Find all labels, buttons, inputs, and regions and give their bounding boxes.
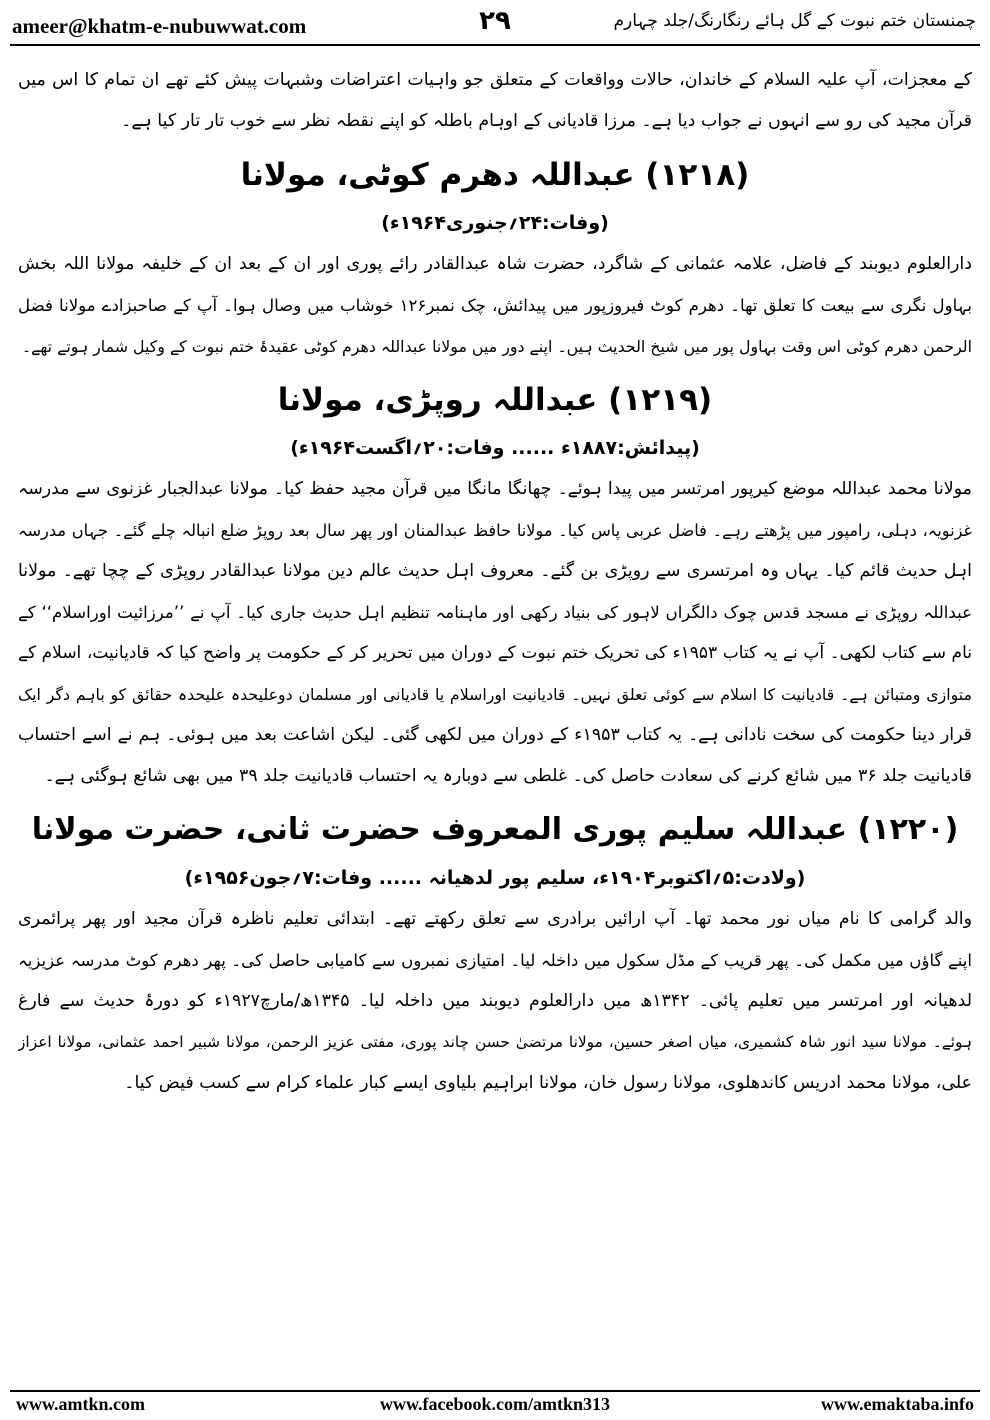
text-line: ہوئے۔ مولانا سید انور شاہ کشمیری، میاں اصغر حسین، مولانا مرتضیٰ حسن چاند پوری، مفتی عزیز الرحمن، مولانا شبیر احمد عثمانی، مولانا اعزاز <box>18 1033 972 1051</box>
section-dates: (پیدائش:۱۸۸۷ء ...... وفات:۲۰؍اگست۱۹۶۴ء) <box>290 437 700 459</box>
text-line: کے معجزات، آپ علیہ السلام کے خاندان، حالات وواقعات کے متعلق جو واہیات اعتراضات وشبہات پیش کئے تھے ان تمام کا اس میں <box>18 70 972 90</box>
intro-paragraph <box>18 60 972 142</box>
text-line: نام سے کتاب لکھی۔ آپ نے یہ کتاب ۱۹۵۳ء کی تحریک ختم نبوت کے دوران میں تحریر کر کے حکومت پر واضح کیا کہ قادیانیت، اسلام کے <box>18 643 972 663</box>
footer-link-facebook[interactable]: www.facebook.com/amtkn313 <box>380 1394 610 1414</box>
section-1220 <box>18 801 972 1104</box>
page-header <box>0 0 990 50</box>
section-dates: (وفات:۲۴؍جنوری۱۹۶۴ء) <box>381 212 609 234</box>
page-number: ۲۹ <box>479 6 511 36</box>
section-paragraph <box>18 244 972 367</box>
text-line: مولانا محمد عبداللہ موضع کیرپور امرتسر میں پیدا ہوئے۔ چھانگا مانگا میں قرآن مجید حفظ کیا۔ مولانا عبدالجبار غزنوی سے مدرسہ <box>18 479 972 499</box>
text-line: قادیانیت جلد ۳۶ میں شائع کرنے کی سعادت حاصل کی۔ غلطی سے دوبارہ یہ احتساب قادیانیت جلد ۳۹ میں بھی شائع ہوگئی ہے۔ <box>44 766 972 786</box>
text-line: دارالعلوم دیوبند کے فاضل، علامہ عثمانی کے شاگرد، حضرت شاہ عبدالقادر رائے پوری اور ان کے بعد ان کے خلیفہ مولانا اللہ بخش <box>18 254 972 274</box>
text-line: بہاول نگری سے بیعت کا تعلق تھا۔ دھرم کوٹ فیروزپور میں پیدائش، چک نمبر۱۲۶ خوشاب میں وصال ہوا۔ آپ کے صاحبزادے مولانا فضل <box>18 296 972 315</box>
section-1219 <box>18 371 972 797</box>
text-line: قرآن مجید کی رو سے انہوں نے جواب دیا ہے۔ مرزا قادیانی کے اوہام باطلہ کو اپنے نقطہ نظر سے خوب تار تار کیا ہے۔ <box>121 111 972 131</box>
section-paragraph <box>18 469 972 797</box>
text-line: لدھیانہ اور امرتسر میں تعلیم پائی۔ ۱۳۴۲ھ میں دارالعلوم دیوبند میں داخلہ لیا۔ ۱۳۴۵ھ/مارچ۱۹۲۷ء کو دورۂ حدیث سے فارغ <box>18 991 972 1011</box>
text-line: الرحمن دھرم کوٹی اس وقت بہاول پور میں شیخ الحدیث ہیں۔ اپنے دور میں مولانا عبداللہ دھرم کوٹی عقیدۂ ختم نبوت کے وکیل شمار ہوتے تھے۔ <box>21 337 972 356</box>
book-title: چمنستان ختم نبوت کے گل ہائے رنگارنگ/جلد چہارم <box>613 11 976 31</box>
section-heading: (۱۲۱۹) عبداللہ روپڑی، مولانا <box>277 382 713 418</box>
text-line: متوازی ومتبائن ہے۔ قادیانیت کا اسلام سے کوئی تعلق نہیں۔ قادیانیت اوراسلام یا قادیانی اور مسلمان دوعلیحدہ علیحدہ حقائق کو باہم دگر ایک <box>18 685 972 704</box>
section-paragraph <box>18 899 972 1104</box>
section-dates: (ولادت:۵؍اکتوبر۱۹۰۴ء، سلیم پور لدھیانہ ...... وفات:۷؍جون۱۹۵۶ء) <box>184 867 806 889</box>
text-line: قرار دینا حکومت کی سخت نادانی ہے۔ یہ کتاب ۱۹۵۳ء کے دوران میں لکھی گئی۔ لیکن اشاعت بعد میں ہوئی۔ ہم نے اسے احتساب <box>18 725 972 745</box>
text-line: اپنے گاؤں میں مکمل کی۔ پھر قریب کے مڈل سکول میں داخلہ لیا۔ امتیازی نمبروں سے کامیابی حاصل کی۔ پھر دھرم کوٹ مدرسہ عزیزیہ <box>18 951 972 970</box>
section-heading: (۱۲۲۰) عبداللہ سلیم پوری المعروف حضرت ثانی، حضرت مولانا <box>31 812 959 847</box>
footer-link-amtkn[interactable]: www.amtkn.com <box>16 1394 145 1414</box>
section-heading: (۱۲۱۸) عبداللہ دھرم کوٹی، مولانا <box>240 157 750 193</box>
page-body <box>18 60 972 1380</box>
text-line: اہل حدیث قائم کیا۔ یہاں وہ امرتسری سے روپڑی بن گئے۔ معروف اہل حدیث عالم دین مولانا عبدالقادر روپڑی کے چچا تھے۔ مولانا <box>18 561 972 581</box>
footer-rule <box>10 1390 980 1392</box>
footer-link-emaktaba[interactable]: www.emaktaba.info <box>820 1394 974 1414</box>
header-email: ameer@khatm-e-nubuwwat.com <box>12 14 307 38</box>
text-line: والد گرامی کا نام میاں نور محمد تھا۔ آپ ارائیں برادری سے تعلق رکھتے تھے۔ ابتدائی تعلیم ناظرہ قرآن مجید اور پھر پرائمری <box>18 909 972 929</box>
header-rule <box>10 44 980 46</box>
text-line: غزنویہ، دہلی، رامپور میں پڑھتے رہے۔ فاضل عربی پاس کیا۔ مولانا حافظ عبدالمنان اور پھر سال بعد روپڑ ضلع انبالہ چلے گئے۔ جہاں مدرسہ <box>18 521 972 540</box>
text-line: عبداللہ روپڑی نے مسجد قدس چوک دالگراں لاہور کی بنیاد رکھی اور ماہنامہ تنظیم اہل حدیث جاری کیا۔ آپ نے ’’مرزائیت اوراسلام‘‘ کے <box>18 603 972 622</box>
section-1218 <box>18 146 972 367</box>
text-line: علی، مولانا محمد ادریس کاندھلوی، مولانا رسول خان، مولانا ابراہیم بلیاوی ایسے کبار علماء کرام سے کسب فیض کیا۔ <box>124 1073 972 1093</box>
